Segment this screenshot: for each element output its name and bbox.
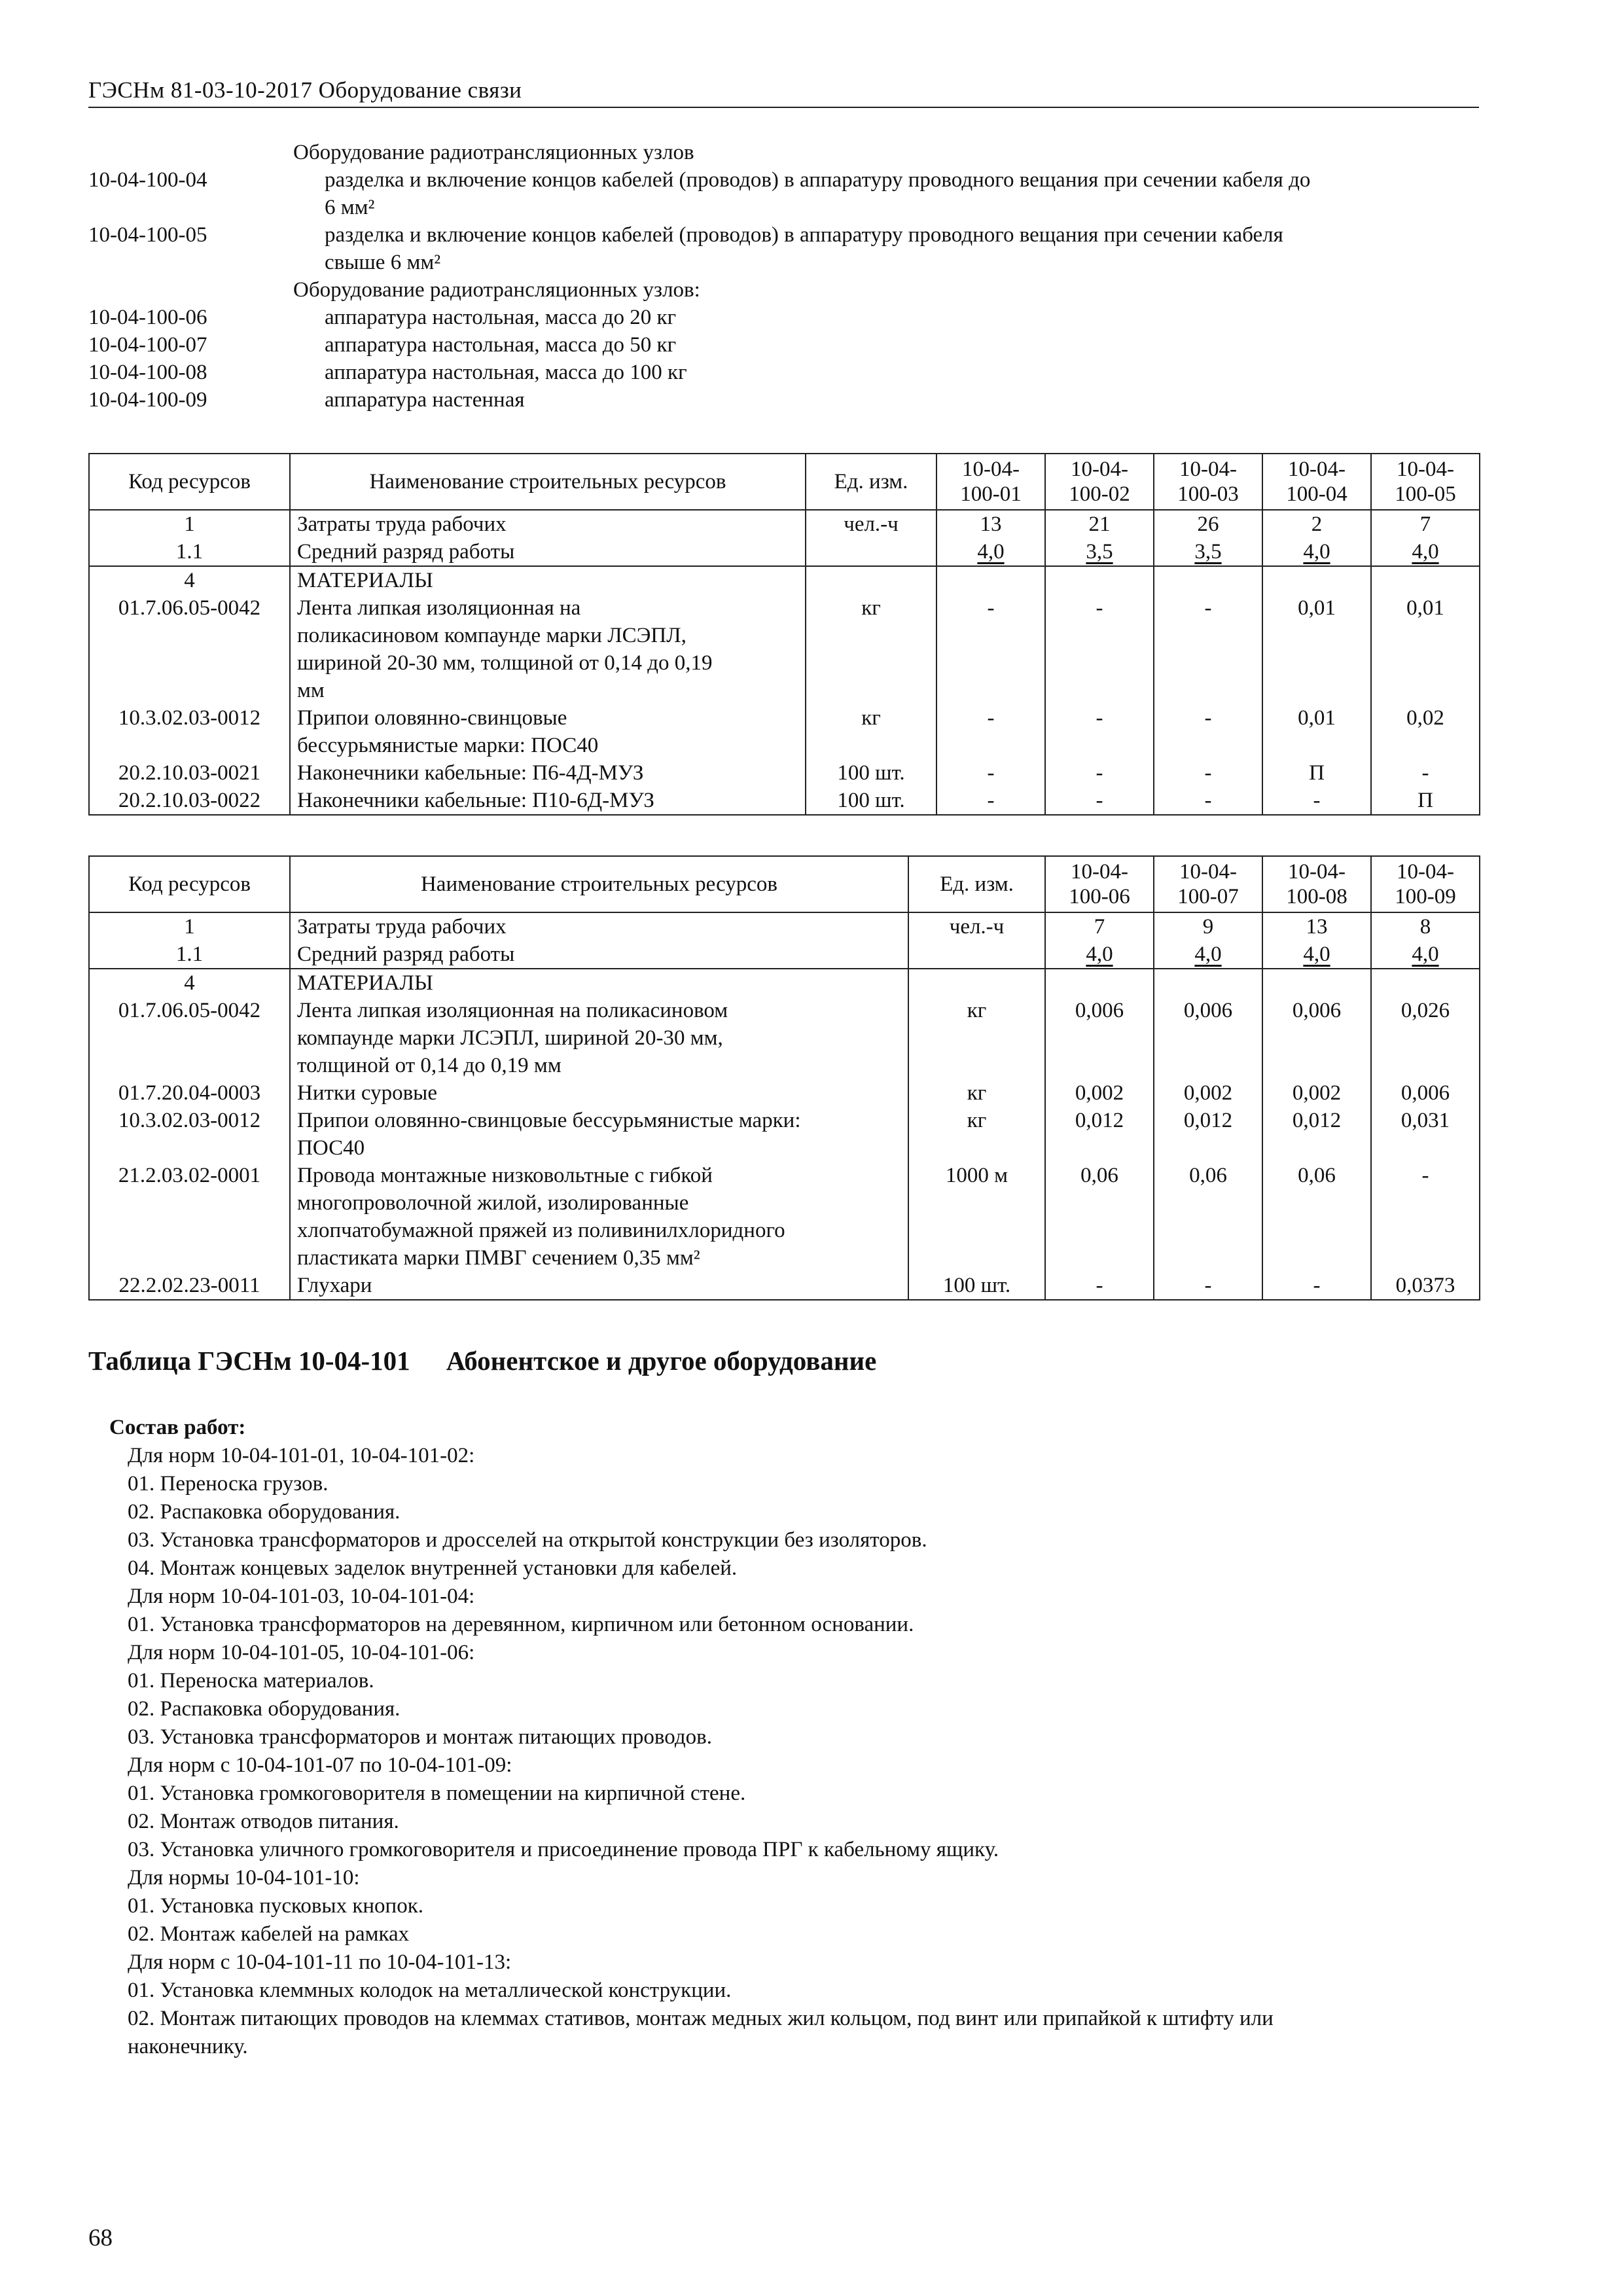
- norm-value: 21: [1045, 510, 1154, 538]
- norm-value: [1154, 566, 1262, 594]
- table-row: [89, 912, 1480, 941]
- norm-value: -: [1154, 594, 1262, 704]
- header-name: Наименование строительных ресурсов: [290, 454, 806, 510]
- resource-unit: [806, 538, 936, 566]
- table-row: [89, 538, 1480, 566]
- norm-code: 10-04-100-04: [88, 168, 207, 192]
- header-norm-column: 10-04- 100-02: [1045, 454, 1154, 510]
- resource-code: 01.7.20.04-0003: [89, 1079, 290, 1107]
- norm-code: 10-04-100-09: [88, 388, 207, 412]
- table-title: [88, 1345, 876, 1376]
- norm-value: [1154, 969, 1262, 997]
- work-line: 03. Установка трансформаторов и монтаж питающих проводов.: [128, 1725, 712, 1749]
- norm-value: 13: [936, 510, 1045, 538]
- norm-value: -: [1045, 787, 1154, 815]
- resource-code: 20.2.10.03-0022: [89, 787, 290, 815]
- norm-value: 0,006: [1045, 997, 1154, 1079]
- norm-value: -: [1154, 1272, 1262, 1300]
- work-line: 03. Установка трансформаторов и дросселей на открытой конструкции без изоляторов.: [128, 1528, 927, 1552]
- norm-value: -: [1045, 759, 1154, 787]
- header-norm-column: 10-04- 100-07: [1154, 856, 1262, 912]
- work-line: 02. Монтаж питающих проводов на клеммах стативов, монтаж медных жил кольцом, под винт или припайкой к штифту или: [128, 2007, 1274, 2030]
- resource-code: 1.1: [89, 538, 290, 566]
- table-row: [89, 969, 1480, 997]
- work-line: Для норм с 10-04-101-11 по 10-04-101-13:: [128, 1950, 512, 1974]
- norm-value: 0,01: [1262, 704, 1371, 759]
- work-line: Для нормы 10-04-101-10:: [128, 1866, 360, 1890]
- norm-value: -: [1262, 1272, 1371, 1300]
- resource-code: 01.7.06.05-0042: [89, 594, 290, 704]
- work-line: 02. Распаковка оборудования.: [128, 1500, 401, 1524]
- header-code: Код ресурсов: [89, 856, 290, 912]
- resources-table-1: [88, 453, 1480, 816]
- norm-line: [88, 249, 1479, 276]
- resource-name: Наконечники кабельные: П10-6Д-МУЗ: [290, 787, 806, 815]
- work-line: 01. Переноска материалов.: [128, 1669, 374, 1693]
- header-norm-column: 10-04- 100-04: [1262, 454, 1371, 510]
- norm-value: -: [1154, 759, 1262, 787]
- norm-text: аппаратура настольная, масса до 50 кг: [325, 333, 677, 357]
- norm-value: -: [1154, 787, 1262, 815]
- norm-value: 0,012: [1045, 1107, 1154, 1162]
- header-norm-column: 10-04- 100-08: [1262, 856, 1371, 912]
- norm-value: 13: [1262, 912, 1371, 941]
- norm-code: 10-04-100-07: [88, 333, 207, 357]
- norm-value: -: [1371, 759, 1480, 787]
- norm-value: 0,006: [1154, 997, 1262, 1079]
- norm-line: [88, 331, 1479, 359]
- table-row: [89, 941, 1480, 969]
- header-norm-column: 10-04- 100-09: [1371, 856, 1480, 912]
- norm-value: П: [1371, 787, 1480, 815]
- header-norm-column: 10-04- 100-03: [1154, 454, 1262, 510]
- norm-value: 3,5: [1045, 538, 1154, 566]
- resource-name: Лента липкая изоляционная на поликасиновом компаунде марки ЛСЭПЛ, шириной 20-30 мм, толщиной от 0,14 до 0,19 мм: [290, 997, 908, 1079]
- table-title-code: Таблица ГЭСНм 10-04-101: [88, 1346, 410, 1376]
- norm-value: -: [1371, 1162, 1480, 1272]
- norm-value: 0,06: [1154, 1162, 1262, 1272]
- work-line: Для норм 10-04-101-01, 10-04-101-02:: [128, 1444, 475, 1467]
- resource-unit: кг: [908, 997, 1045, 1079]
- norm-descriptions: [88, 139, 1479, 414]
- norm-value: 0,031: [1371, 1107, 1480, 1162]
- table-row: [89, 1079, 1480, 1107]
- norm-line: [88, 276, 1479, 304]
- norm-line: [88, 304, 1479, 331]
- work-line: Для норм с 10-04-101-07 по 10-04-101-09:: [128, 1753, 512, 1777]
- resource-name: Припои оловянно-свинцовые бессурьмянистые марки: ПОС40: [290, 1107, 908, 1162]
- resource-code: 1: [89, 912, 290, 941]
- table-row: [89, 704, 1480, 759]
- norm-text: аппаратура настенная: [325, 388, 525, 412]
- header-norm-column: 10-04- 100-01: [936, 454, 1045, 510]
- norm-value: -: [936, 787, 1045, 815]
- norm-value: 26: [1154, 510, 1262, 538]
- work-line: 01. Переноска грузов.: [128, 1472, 329, 1496]
- table-header-row: [89, 856, 1480, 912]
- norm-code: 10-04-100-06: [88, 306, 207, 329]
- table-row: [89, 1272, 1480, 1300]
- norm-code: 10-04-100-08: [88, 361, 207, 384]
- norm-value: -: [1045, 594, 1154, 704]
- table-row: [89, 759, 1480, 787]
- norm-value: -: [1154, 704, 1262, 759]
- norm-value: 0,026: [1371, 997, 1480, 1079]
- running-header: ГЭСНм 81-03-10-2017 Оборудование связи: [88, 77, 522, 103]
- table-row: [89, 510, 1480, 538]
- norm-value: 9: [1154, 912, 1262, 941]
- norm-value: 0,002: [1045, 1079, 1154, 1107]
- norm-text: свыше 6 мм²: [325, 251, 441, 274]
- norm-line: [88, 139, 1479, 166]
- resource-code: 4: [89, 566, 290, 594]
- resource-unit: [806, 566, 936, 594]
- norm-line: [88, 194, 1479, 221]
- work-line: Для норм 10-04-101-03, 10-04-101-04:: [128, 1585, 475, 1608]
- header-norm-column: 10-04- 100-05: [1371, 454, 1480, 510]
- work-line: 01. Установка клеммных колодок на металлической конструкции.: [128, 1979, 732, 2002]
- norm-value: 4,0: [1045, 941, 1154, 969]
- norm-value: [1045, 969, 1154, 997]
- resource-name: Средний разряд работы: [290, 941, 908, 969]
- norm-code: [88, 249, 293, 276]
- norm-value: -: [936, 704, 1045, 759]
- resource-name: Глухари: [290, 1272, 908, 1300]
- header-name: Наименование строительных ресурсов: [290, 856, 908, 912]
- work-composition-label: Состав работ:: [109, 1416, 246, 1439]
- norm-value: 7: [1045, 912, 1154, 941]
- table-title-name: Абонентское и другое оборудование: [446, 1346, 877, 1376]
- resource-name: Средний разряд работы: [290, 538, 806, 566]
- resource-code: 22.2.02.23-0011: [89, 1272, 290, 1300]
- norm-value: 4,0: [1371, 538, 1480, 566]
- work-line: наконечнику.: [128, 2035, 248, 2058]
- resource-name: МАТЕРИАЛЫ: [290, 566, 806, 594]
- norm-value: 7: [1371, 510, 1480, 538]
- norm-line: [88, 359, 1479, 386]
- resource-unit: кг: [806, 704, 936, 759]
- norm-value: 4,0: [1371, 941, 1480, 969]
- norm-code: [88, 194, 293, 221]
- table-row: [89, 1107, 1480, 1162]
- resource-unit: [908, 941, 1045, 969]
- norm-text: Оборудование радиотрансляционных узлов: [293, 141, 694, 164]
- resource-name: МАТЕРИАЛЫ: [290, 969, 908, 997]
- resource-name: Припои оловянно-свинцовые бессурьмянистые марки: ПОС40: [290, 704, 806, 759]
- work-line: 02. Распаковка оборудования.: [128, 1697, 401, 1721]
- norm-value: 2: [1262, 510, 1371, 538]
- norm-value: 0,012: [1262, 1107, 1371, 1162]
- resource-unit: 100 шт.: [806, 759, 936, 787]
- norm-value: [1371, 969, 1480, 997]
- work-line: 01. Установка громкоговорителя в помещении на кирпичной стене.: [128, 1782, 746, 1805]
- work-line: 01. Установка трансформаторов на деревянном, кирпичном или бетонном основании.: [128, 1613, 914, 1636]
- norm-value: 0,01: [1262, 594, 1371, 704]
- work-line: 04. Монтаж концевых заделок внутренней установки для кабелей.: [128, 1556, 738, 1580]
- resource-unit: чел.-ч: [908, 912, 1045, 941]
- resource-unit: 100 шт.: [806, 787, 936, 815]
- resource-name: Затраты труда рабочих: [290, 912, 908, 941]
- work-line: 02. Монтаж кабелей на рамках: [128, 1922, 410, 1946]
- norm-text: разделка и включение концов кабелей (проводов) в аппаратуру проводного вещания при сечении кабеля до: [325, 168, 1311, 192]
- norm-value: 8: [1371, 912, 1480, 941]
- norm-line: [88, 166, 1479, 194]
- norm-value: [1262, 566, 1371, 594]
- norm-value: 0,006: [1371, 1079, 1480, 1107]
- norm-value: 0,006: [1262, 997, 1371, 1079]
- norm-value: 4,0: [1262, 941, 1371, 969]
- resource-code: 4: [89, 969, 290, 997]
- work-line: 02. Монтаж отводов питания.: [128, 1810, 399, 1833]
- resource-unit: чел.-ч: [806, 510, 936, 538]
- norm-value: 0,002: [1154, 1079, 1262, 1107]
- header-norm-column: 10-04- 100-06: [1045, 856, 1154, 912]
- resources-table-2: [88, 855, 1480, 1300]
- header-rule: [88, 107, 1479, 108]
- norm-value: -: [936, 759, 1045, 787]
- norm-value: [1045, 566, 1154, 594]
- norm-value: 0,06: [1045, 1162, 1154, 1272]
- norm-code: [88, 139, 293, 166]
- resource-unit: кг: [806, 594, 936, 704]
- header-unit: Ед. изм.: [908, 856, 1045, 912]
- work-line: Для норм 10-04-101-05, 10-04-101-06:: [128, 1641, 475, 1664]
- table-row: [89, 594, 1480, 704]
- norm-value: 3,5: [1154, 538, 1262, 566]
- norm-value: [1262, 969, 1371, 997]
- resource-code: 1: [89, 510, 290, 538]
- norm-text: Оборудование радиотрансляционных узлов:: [293, 278, 700, 302]
- resource-code: 10.3.02.03-0012: [89, 704, 290, 759]
- norm-text: аппаратура настольная, масса до 20 кг: [325, 306, 677, 329]
- norm-text: разделка и включение концов кабелей (проводов) в аппаратуру проводного вещания при сечении кабеля: [325, 223, 1283, 247]
- resource-unit: 1000 м: [908, 1162, 1045, 1272]
- norm-code: 10-04-100-05: [88, 223, 207, 247]
- resource-name: Затраты труда рабочих: [290, 510, 806, 538]
- table-row: [89, 997, 1480, 1079]
- page-number: 68: [88, 2225, 113, 2251]
- resource-code: 10.3.02.03-0012: [89, 1107, 290, 1162]
- norm-value: 4,0: [936, 538, 1045, 566]
- norm-code: [88, 276, 293, 304]
- resource-name: Лента липкая изоляционная на поликасиновом компаунде марки ЛСЭПЛ, шириной 20-30 мм, толщиной от 0,14 до 0,19 мм: [290, 594, 806, 704]
- norm-value: 0,06: [1262, 1162, 1371, 1272]
- table-row: [89, 787, 1480, 815]
- norm-value: -: [1045, 704, 1154, 759]
- norm-line: [88, 221, 1479, 249]
- norm-text: 6 мм²: [325, 196, 375, 219]
- norm-value: -: [1045, 1272, 1154, 1300]
- norm-value: 4,0: [1262, 538, 1371, 566]
- table-row: [89, 566, 1480, 594]
- norm-line: [88, 386, 1479, 414]
- work-composition: [109, 1414, 1471, 2061]
- table-header-row: [89, 454, 1480, 510]
- norm-value: -: [936, 594, 1045, 704]
- norm-text: аппаратура настольная, масса до 100 кг: [325, 361, 687, 384]
- norm-value: [1371, 566, 1480, 594]
- work-line: 03. Установка уличного громкоговорителя и присоединение провода ПРГ к кабельному ящику.: [128, 1838, 999, 1861]
- norm-value: 0,002: [1262, 1079, 1371, 1107]
- norm-value: [936, 566, 1045, 594]
- resource-unit: 100 шт.: [908, 1272, 1045, 1300]
- resource-name: Нитки суровые: [290, 1079, 908, 1107]
- norm-value: -: [1262, 787, 1371, 815]
- resource-code: 01.7.06.05-0042: [89, 997, 290, 1079]
- header-code: Код ресурсов: [89, 454, 290, 510]
- norm-value: П: [1262, 759, 1371, 787]
- resource-name: Провода монтажные низковольтные с гибкой многопроволочной жилой, изолированные хлопчатобумажной пряжей из поливинилхлоридного пластиката марки ПМВГ сечением 0,35 мм²: [290, 1162, 908, 1272]
- resource-unit: кг: [908, 1079, 1045, 1107]
- resource-code: 21.2.03.02-0001: [89, 1162, 290, 1272]
- norm-value: 0,0373: [1371, 1272, 1480, 1300]
- norm-value: 0,02: [1371, 704, 1480, 759]
- norm-value: 0,01: [1371, 594, 1480, 704]
- resource-unit: кг: [908, 1107, 1045, 1162]
- norm-value: 0,012: [1154, 1107, 1262, 1162]
- work-line: 01. Установка пусковых кнопок.: [128, 1894, 423, 1918]
- resource-unit: [908, 969, 1045, 997]
- table-row: [89, 1162, 1480, 1272]
- resource-code: 1.1: [89, 941, 290, 969]
- resource-name: Наконечники кабельные: П6-4Д-МУЗ: [290, 759, 806, 787]
- resource-code: 20.2.10.03-0021: [89, 759, 290, 787]
- norm-value: 4,0: [1154, 941, 1262, 969]
- header-unit: Ед. изм.: [806, 454, 936, 510]
